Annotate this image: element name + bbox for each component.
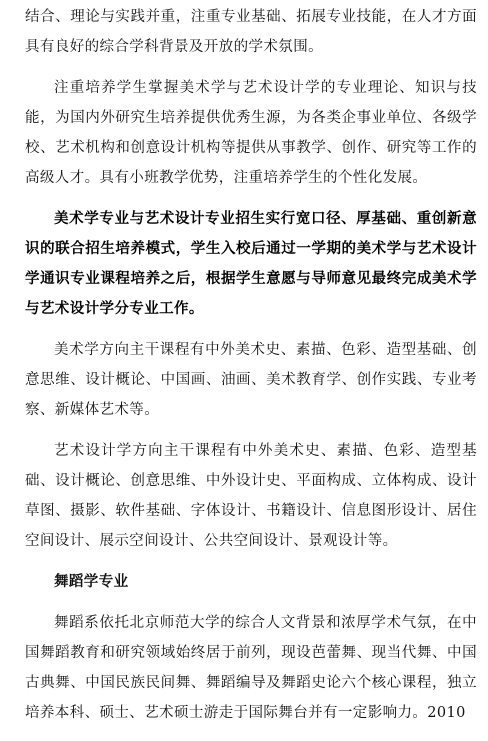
paragraph-design-courses: 艺术设计学方向主干课程有中外美术史、素描、色彩、造型基础、设计概论、创意思维、中外设计史、平面构成、立体构成、设计草图、摄影、软件基础、字体设计、书籍设计、信息图形设计、居住空间设计、展示空间设计、公共空间设计、景观设计等。	[25, 443, 477, 549]
paragraph-fine-arts-courses: 美术学方向主干课程有中外美术史、素描、色彩、造型基础、创意思维、设计概论、中国画、油画、美术教育学、创作实践、专业考察、新媒体艺术等。	[25, 342, 477, 418]
paragraph-training-goals: 注重培养学生掌握美术学与艺术设计学的专业理论、知识与技能，为国内外研究生培养提供优秀生源，为各类企事业单位、各级学校、艺术机构和创意设计机构等提供从事教学、创作、研究等工作的高级人才。具有小班教学优势，注重培养学生的个性化发展。	[25, 80, 477, 186]
paragraph-admission-mode: 美术学专业与艺术设计专业招生实行宽口径、厚基础、重创新意识的联合招生培养模式，学生入校后通过一学期的美术学与艺术设计学通识专业课程培养之后，根据学生意愿与导师意见最终完成美术学与艺术设计学分专业工作。	[25, 210, 477, 317]
document-page	[25, 0, 477, 728]
paragraph-intro-continued: 结合、理论与实践并重，注重专业基础、拓展专业技能，在人才方面具有良好的综合学科背景及开放的学术氛围。	[25, 9, 477, 55]
section-heading-dance: 舞蹈学专业	[54, 573, 129, 590]
paragraph-dance-department: 舞蹈系依托北京师范大学的综合人文背景和浓厚学术气氛，在中国舞蹈教育和研究领域始终居于前列，现设芭蕾舞、现当代舞、中国古典舞、中国民族民间舞、舞蹈编导及舞蹈史论六个核心课程，独立培养本科、硕士、艺术硕士游走于国际舞台并有一定影响力。2010	[25, 615, 477, 721]
